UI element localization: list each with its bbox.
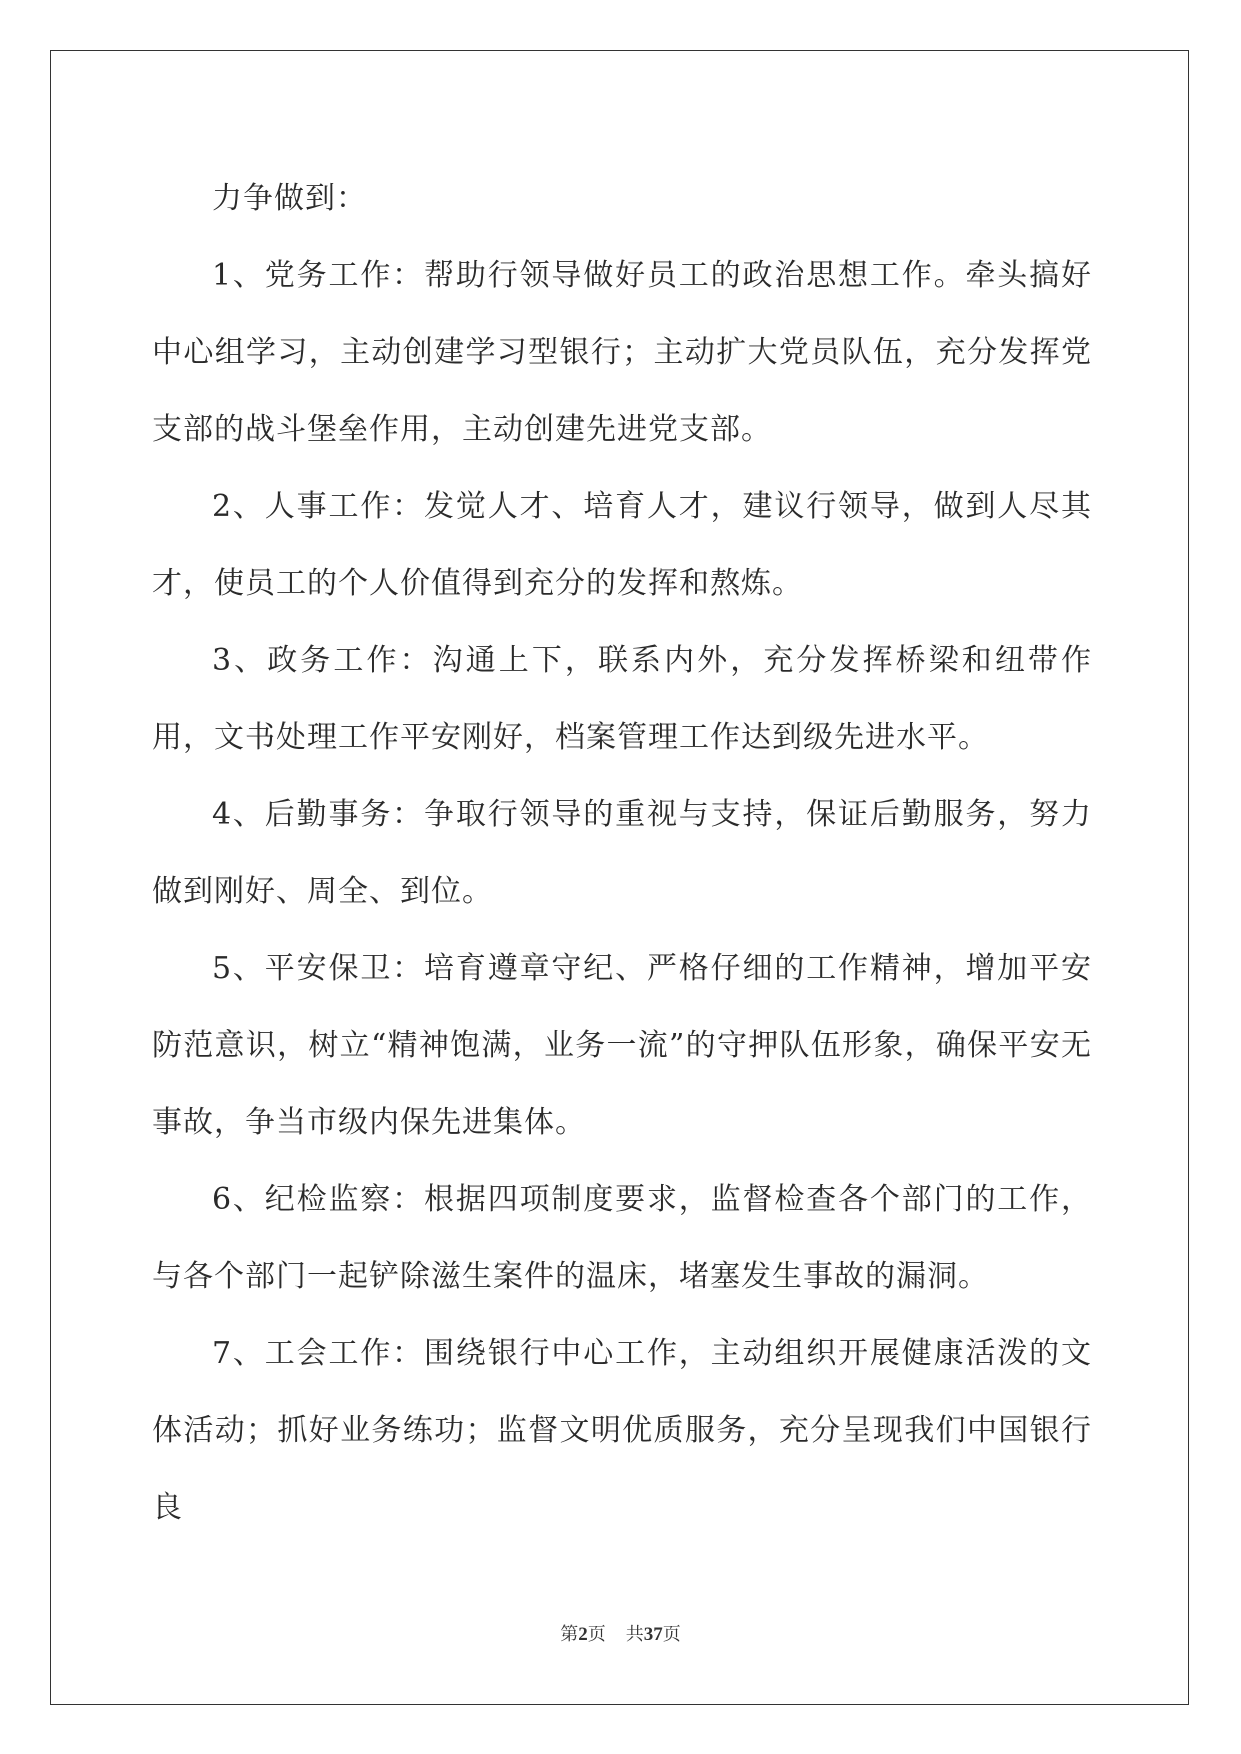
paragraph-government-affairs: 3、政务工作：沟通上下，联系内外，充分发挥桥梁和纽带作用，文书处理工作平安刚好，档案管理工作达到级先进水平。 xyxy=(152,643,1092,755)
paragraph-party-affairs: 1、党务工作：帮助行领导做好员工的政治思想工作。牵头搞好中心组学习，主动创建学习型银行；主动扩大党员队伍，充分发挥党支部的战斗堡垒作用，主动创建先进党支部。 xyxy=(152,258,1092,447)
total-unit: 页 xyxy=(662,1624,681,1645)
paragraph-trade-union: 7、工会工作：围绕银行中心工作，主动组织开展健康活泼的文体活动；抓好业务练功；监督文明优质服务，充分呈现我们中国银行良 xyxy=(152,1336,1092,1525)
paragraph-discipline-inspection: 6、纪检监察：根据四项制度要求，监督检查各个部门的工作，与各个部门一起铲除滋生案件的温床，堵塞发生事故的漏洞。 xyxy=(152,1182,1092,1294)
page-unit: 页 xyxy=(587,1624,606,1645)
document-body xyxy=(152,160,1092,1546)
paragraph-logistics: 4、后勤事务：争取行领导的重视与支持，保证后勤服务，努力做到刚好、周全、到位。 xyxy=(152,797,1092,909)
total-prefix: 共 xyxy=(625,1624,644,1645)
page-prefix: 第 xyxy=(560,1624,579,1645)
current-page-number: 2 xyxy=(578,1624,588,1645)
paragraph-security: 5、平安保卫：培育遵章守纪、严格仔细的工作精神，增加平安防范意识，树立“精神饱满，业务一流”的守押队伍形象，确保平安无事故，争当市级内保先进集体。 xyxy=(152,951,1092,1140)
paragraph-personnel: 2、人事工作：发觉人才、培育人才，建议行领导，做到人尽其才，使员工的个人价值得到充分的发挥和熬炼。 xyxy=(152,489,1092,601)
total-page-number: 37 xyxy=(643,1624,663,1645)
page-number-footer xyxy=(0,1620,1241,1646)
paragraph-intro: 力争做到： xyxy=(212,181,367,216)
